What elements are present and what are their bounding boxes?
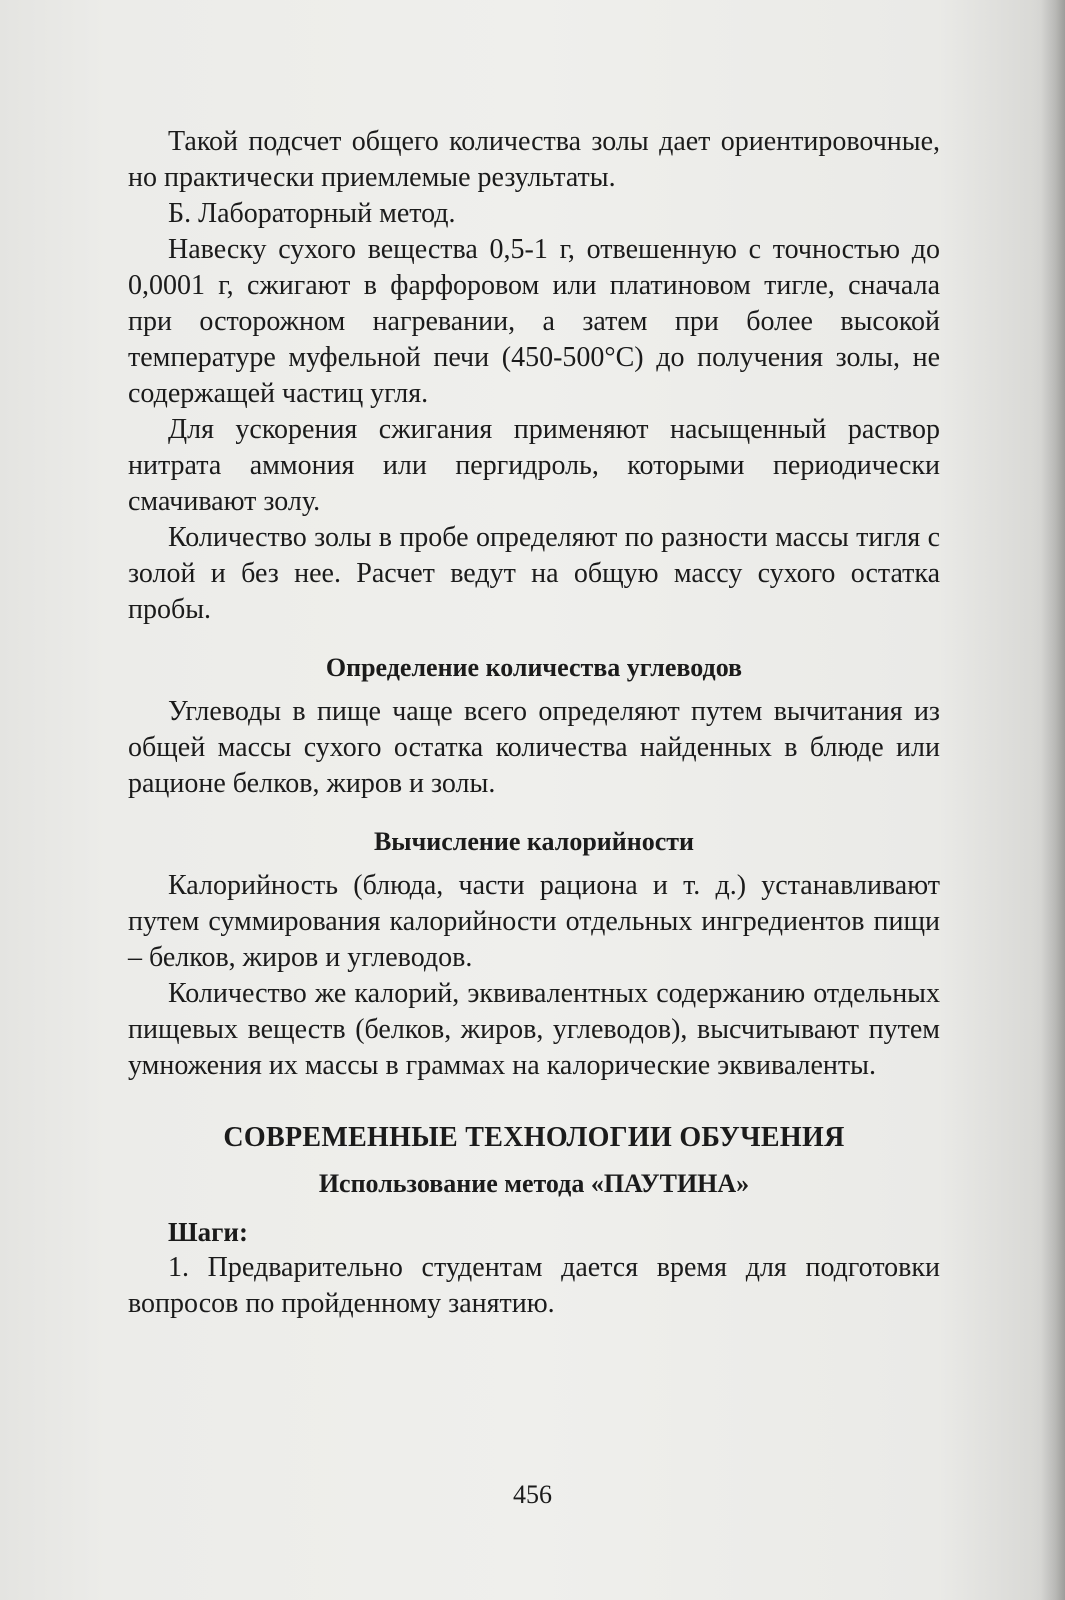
page-text — [128, 124, 940, 1322]
page-number: 456 — [513, 1480, 552, 1509]
paragraph-calories-sum: Калорийность (блюда, части рациона и т. д.) устанавливают путем суммирования калорийности отдельных ингредиентов пищи – белков, жиров и углеводов. — [128, 870, 940, 973]
page-edge-shadow — [1041, 0, 1065, 1600]
paragraph-accelerate-burning: Для ускорения сжигания применяют насыщенный раствор нитрата аммония или пергидроль, которыми периодически смачивают золу. — [128, 414, 940, 517]
paragraph-lab-method-title: Б. Лабораторный метод. — [168, 198, 456, 229]
step-1: 1. Предварительно студентам дается время для подготовки вопросов по пройденному занятию. — [128, 1252, 940, 1319]
paragraph-ash-estimate: Такой подсчет общего количества золы дает ориентировочные, но практически приемлемые результаты. — [128, 126, 940, 193]
heading-modern-technologies: СОВРЕМЕННЫЕ ТЕХНОЛОГИИ ОБУЧЕНИЯ — [223, 1122, 845, 1153]
heading-web-method: Использование метода «ПАУТИНА» — [318, 1169, 750, 1198]
steps-label: Шаги: — [168, 1217, 248, 1247]
paragraph-calories-equivalents: Количество же калорий, эквивалентных содержанию отдельных пищевых веществ (белков, жиров, углеводов), высчитывают путем умножения их массы в граммах на калорические эквиваленты. — [128, 978, 940, 1081]
paragraph-ash-amount: Количество золы в пробе определяют по разности массы тигля с золой и без нее. Расчет ведут на общую массу сухого остатка пробы. — [128, 522, 940, 625]
heading-calories: Вычисление калорийности — [373, 827, 695, 856]
paragraph-lab-method: Навеску сухого вещества 0,5-1 г, отвешенную с точностью до 0,0001 г, сжигают в фарфоровом или платиновом тигле, сначала при осторожном нагревании, а затем при более высокой температуре муфельной печи (450-500°С) до получения золы, не содержащей частиц угля. — [128, 234, 940, 409]
heading-carbohydrates: Определение количества углеводов — [325, 653, 743, 682]
paragraph-carbohydrates: Углеводы в пище чаще всего определяют путем вычитания из общей массы сухого остатка количества найденных в блюде или рационе белков, жиров и золы. — [128, 696, 940, 799]
